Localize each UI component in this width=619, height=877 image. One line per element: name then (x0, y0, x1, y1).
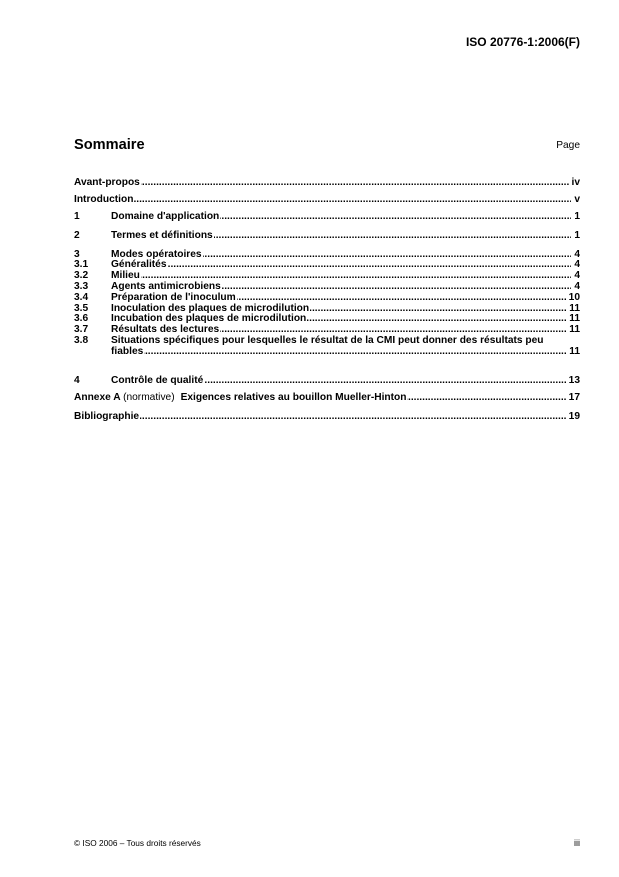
toc-entry-title: Domaine d'application (111, 210, 220, 222)
toc-entry-title: Contrôle de qualité (111, 374, 204, 386)
toc-entry-page: iv (569, 178, 581, 189)
annex-title: Exigences relatives au bouillon Mueller-Hinton (180, 392, 407, 404)
toc-entry-page: 1 (571, 231, 580, 242)
toc-entry-number: ..... 3.6 (74, 313, 89, 325)
toc-entry-3-4[interactable] (74, 293, 580, 304)
toc-entry-number: ..... 3.2 (74, 270, 89, 282)
toc-entry-2[interactable] (74, 231, 580, 242)
toc-entry-title: Inoculation des plaques de microdilution (111, 302, 310, 314)
toc-entry-number: ..... 3 (74, 248, 80, 260)
toc-entry-3-1[interactable] (74, 260, 580, 271)
toc-entry-title: Situations spécifiques pour lesquelles le résultat de la CMI peut donner des résultats peu fiables (111, 334, 544, 357)
toc-entry-bibliographie[interactable] (74, 412, 580, 423)
toc-entry-4[interactable] (74, 376, 580, 387)
toc-entry-page: 4 (571, 282, 580, 293)
footer-page-number: iii (574, 837, 580, 848)
toc-entry-title: Incubation des plaques de microdilution (111, 313, 307, 325)
toc-entry-number: ..... 3.8 (74, 334, 89, 346)
toc-entry-number: ..... 3.1 (74, 259, 89, 271)
toc-entry-title: Introduction (74, 193, 134, 205)
toc-entry-title: Généralités (111, 259, 167, 271)
toc-entry-number: ..... 3.4 (74, 291, 89, 303)
toc-entry-title: Agents antimicrobiens (111, 280, 221, 292)
toc-entry-number: ..... 3.5 (74, 302, 89, 314)
toc-entry-3-8[interactable] (74, 336, 580, 358)
toc-entry-page: 4 (571, 250, 580, 261)
toc-entry-page: 10 (566, 293, 580, 304)
toc-entry-page: 19 (566, 412, 580, 423)
toc-entry-title: Résultats des lectures (111, 324, 220, 336)
toc-entry-page: 4 (571, 260, 580, 271)
toc-entry-number: ..... 3.7 (74, 324, 89, 336)
page-column-label: Page (556, 140, 580, 151)
toc-entry-page: 4 (571, 271, 580, 282)
toc-entry-avant-propos[interactable] (74, 178, 580, 189)
annex-status: (normative) (123, 392, 175, 404)
toc-entry-title: Avant-propos (74, 176, 140, 188)
toc-entry-page: 17 (566, 393, 580, 404)
toc-entry-number: ..... 1 (74, 210, 80, 222)
toc-entry-page: 11 (566, 304, 580, 315)
toc-heading: Sommaire (74, 137, 145, 153)
toc-entry-page: 1 (571, 212, 580, 223)
table-of-contents (74, 178, 580, 424)
toc-entry-page: 11 (566, 347, 580, 358)
toc-entry-number: ..... 4 (74, 374, 80, 386)
toc-entry-page: v (571, 195, 580, 206)
toc-entry-title: Bibliographie (74, 411, 140, 423)
toc-entry-annexe-a[interactable] (74, 393, 580, 404)
toc-entry-title (74, 392, 407, 403)
toc-entry-title: Modes opératoires (111, 248, 202, 260)
document-reference: ISO 20776-1:2006(F) (465, 35, 580, 49)
toc-entry-page: 13 (566, 376, 580, 387)
toc-entry-title: Termes et définitions (111, 229, 213, 241)
footer-copyright: © ISO 2006 – Tous droits réservés (74, 838, 201, 848)
toc-entry-page: 11 (566, 314, 580, 325)
annex-label: Annexe A (74, 392, 121, 404)
toc-entry-introduction[interactable] (74, 195, 580, 206)
toc-entry-number: ..... 3.3 (74, 280, 89, 292)
toc-entry-1[interactable] (74, 212, 580, 223)
toc-entry-title: Préparation de l'inoculum (111, 291, 236, 303)
toc-entry-page: 11 (566, 325, 580, 336)
toc-entry-title: Milieu (111, 270, 140, 282)
toc-entry-number: ..... 2 (74, 229, 80, 241)
